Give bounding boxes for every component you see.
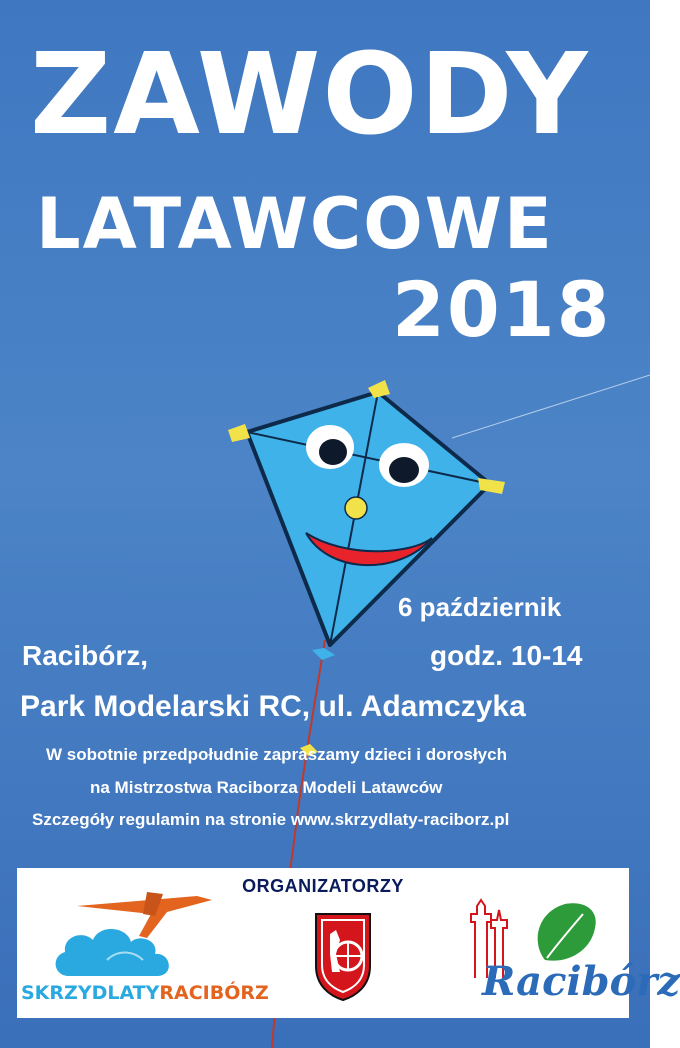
organizers-panel	[17, 868, 680, 1018]
glider-icon	[77, 896, 212, 938]
description-line-2: na Mistrzostwa Raciborza Modeli Latawców	[90, 778, 443, 797]
description-line-3: Szczegóły regulamin na stronie www.skrzydlaty-raciborz.pl	[32, 810, 510, 829]
description-line-1: W sobotnie przedpołudnie zapraszamy dzieci i dorosłych	[46, 745, 507, 764]
cloud-icon	[56, 929, 169, 976]
organizers-label: ORGANIZATORZY	[242, 876, 404, 896]
event-venue: Park Modelarski RC, ul. Adamczyka	[20, 690, 526, 723]
coat-of-arms-icon	[312, 910, 374, 1002]
title-line-2: LATAWCOWE	[36, 183, 554, 265]
kite-tip	[228, 424, 250, 442]
title-year: 2018	[392, 265, 612, 354]
logo-text-part-b: RACIBÓRZ	[159, 982, 269, 1004]
title-line-1: ZAWODY	[30, 30, 590, 160]
event-hours: godz. 10-14	[430, 640, 583, 671]
raciborz-logo-text: Racibórz	[482, 958, 680, 1005]
logo-text-part-a: SKRZYDLATY	[21, 982, 160, 1004]
kite-tail-bow	[312, 648, 335, 660]
event-date: 6 październik	[398, 592, 562, 622]
kite-pupil	[319, 439, 347, 465]
kite-string	[452, 375, 650, 438]
kite-nose	[345, 497, 367, 519]
event-city: Racibórz,	[22, 640, 149, 671]
skrzydlaty-logo-text	[21, 982, 269, 1004]
glider-cloud-logo	[47, 890, 237, 982]
kite-pupil	[389, 457, 419, 483]
